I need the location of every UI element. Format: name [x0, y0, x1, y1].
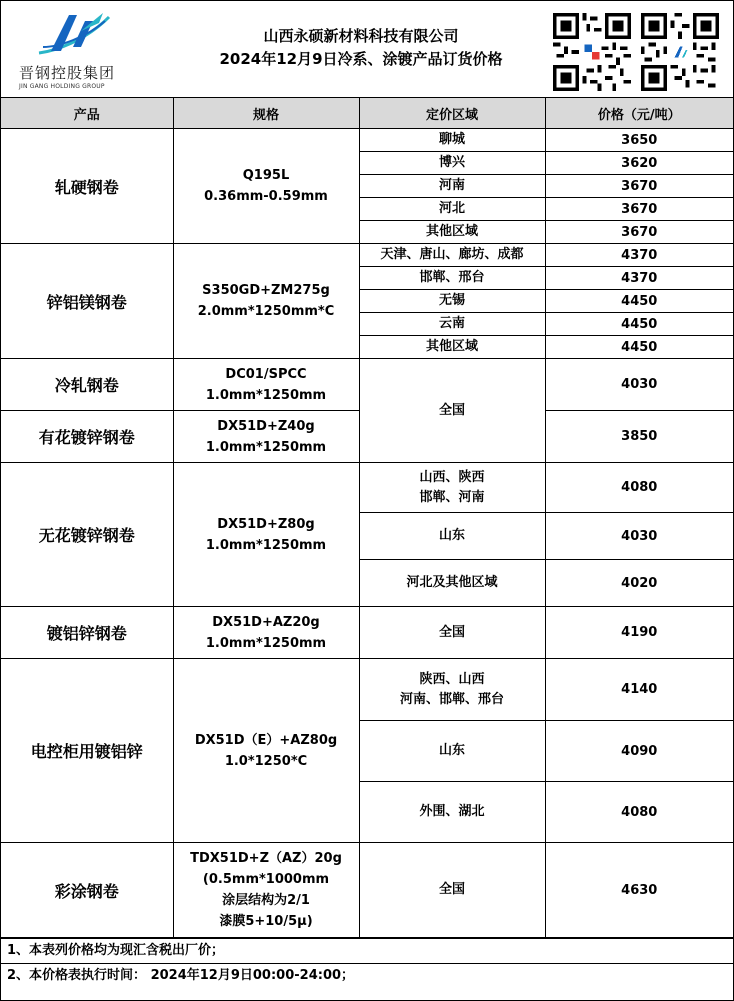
region-cell: 山西、陕西 邯郸、河南: [359, 463, 545, 513]
spec-cell: DX51D+AZ20g 1.0mm*1250mm: [173, 607, 359, 659]
product-cell: 无花镀锌钢卷: [1, 463, 173, 607]
price-cell: 4370: [545, 267, 733, 290]
company-name: 山西永硕新材料科技有限公司: [263, 27, 459, 45]
price-cell: 3850: [545, 411, 733, 463]
price-cell: 3670: [545, 221, 733, 244]
product-cell: 电控柜用镀铝锌: [1, 659, 173, 843]
region-cell: 其他区域: [359, 336, 545, 359]
column-header-spec: 规格: [173, 98, 359, 129]
product-cell: 彩涂钢卷: [1, 843, 173, 938]
price-cell: 4030: [545, 359, 733, 411]
logo-name: 晋钢控股集团: [19, 64, 116, 82]
region-cell: 其他区域: [359, 221, 545, 244]
column-header-region: 定价区域: [359, 98, 545, 129]
price-cell: 4370: [545, 244, 733, 267]
spec-cell: DX51D+Z40g 1.0mm*1250mm: [173, 411, 359, 463]
price-cell: 4450: [545, 336, 733, 359]
region-cell: 聊城: [359, 129, 545, 152]
region-cell: 全国: [359, 843, 545, 938]
table-row: [1, 129, 733, 152]
table-row: [1, 463, 733, 513]
price-table: [1, 98, 733, 938]
region-cell: 邯郸、邢台: [359, 267, 545, 290]
title-block: [181, 25, 541, 71]
region-cell: 全国: [359, 359, 545, 463]
qr-code-icon: [553, 13, 631, 91]
price-cell: 4080: [545, 782, 733, 843]
product-cell: 锌铝镁钢卷: [1, 244, 173, 359]
qr-code-icon: [641, 13, 719, 91]
column-header-price: 价格（元/吨）: [545, 98, 733, 129]
region-cell: 外围、湖北: [359, 782, 545, 843]
table-row: [1, 359, 733, 411]
price-cell: 3670: [545, 175, 733, 198]
price-cell: 4080: [545, 463, 733, 513]
spec-cell: DX51D+Z80g 1.0mm*1250mm: [173, 463, 359, 607]
notes: [1, 938, 733, 988]
spec-cell: DX51D（E）+AZ80g 1.0*1250*C: [173, 659, 359, 843]
region-cell: 河北: [359, 198, 545, 221]
price-cell: 4450: [545, 290, 733, 313]
product-cell: 镀铝锌钢卷: [1, 607, 173, 659]
price-cell: 3650: [545, 129, 733, 152]
region-cell: 云南: [359, 313, 545, 336]
price-cell: 4020: [545, 560, 733, 607]
region-cell: 博兴: [359, 152, 545, 175]
table-row: [1, 843, 733, 938]
sheet-title: 2024年12月9日冷系、涂镀产品订货价格: [219, 50, 503, 68]
logo-subtitle: JIN GANG HOLDING GROUP: [19, 83, 105, 90]
region-cell: 天津、唐山、廊坊、成都: [359, 244, 545, 267]
table-row: [1, 659, 733, 721]
sheet-header: [1, 1, 733, 98]
column-header-product: 产品: [1, 98, 173, 129]
company-logo: [11, 7, 161, 93]
note-line: 2、本价格表执行时间： 2024年12月9日00:00-24:00；: [1, 963, 733, 988]
jingang-logo-icon: [33, 7, 113, 59]
price-cell: 4090: [545, 721, 733, 782]
product-cell: 有花镀锌钢卷: [1, 411, 173, 463]
price-cell: 4450: [545, 313, 733, 336]
product-cell: 轧硬钢卷: [1, 129, 173, 244]
spec-cell: TDX51D+Z（AZ）20g (0.5mm*1000mm 涂层结构为2/1 漆膜5+10/5μ): [173, 843, 359, 938]
region-cell: 无锡: [359, 290, 545, 313]
price-cell: 4190: [545, 607, 733, 659]
region-cell: 全国: [359, 607, 545, 659]
table-header-row: [1, 98, 733, 129]
product-cell: 冷轧钢卷: [1, 359, 173, 411]
note-line: 1、本表列价格均为现汇含税出厂价；: [7, 943, 225, 958]
region-cell: 陕西、山西 河南、邯郸、邢台: [359, 659, 545, 721]
price-cell: 4140: [545, 659, 733, 721]
price-cell: 3670: [545, 198, 733, 221]
spec-cell: S350GD+ZM275g 2.0mm*1250mm*C: [173, 244, 359, 359]
region-cell: 山东: [359, 721, 545, 782]
spec-cell: DC01/SPCC 1.0mm*1250mm: [173, 359, 359, 411]
price-cell: 4030: [545, 513, 733, 560]
region-cell: 山东: [359, 513, 545, 560]
price-cell: 4630: [545, 843, 733, 938]
spec-cell: Q195L 0.36mm-0.59mm: [173, 129, 359, 244]
price-cell: 3620: [545, 152, 733, 175]
table-row: [1, 244, 733, 267]
table-row: [1, 607, 733, 659]
region-cell: 河南: [359, 175, 545, 198]
region-cell: 河北及其他区域: [359, 560, 545, 607]
